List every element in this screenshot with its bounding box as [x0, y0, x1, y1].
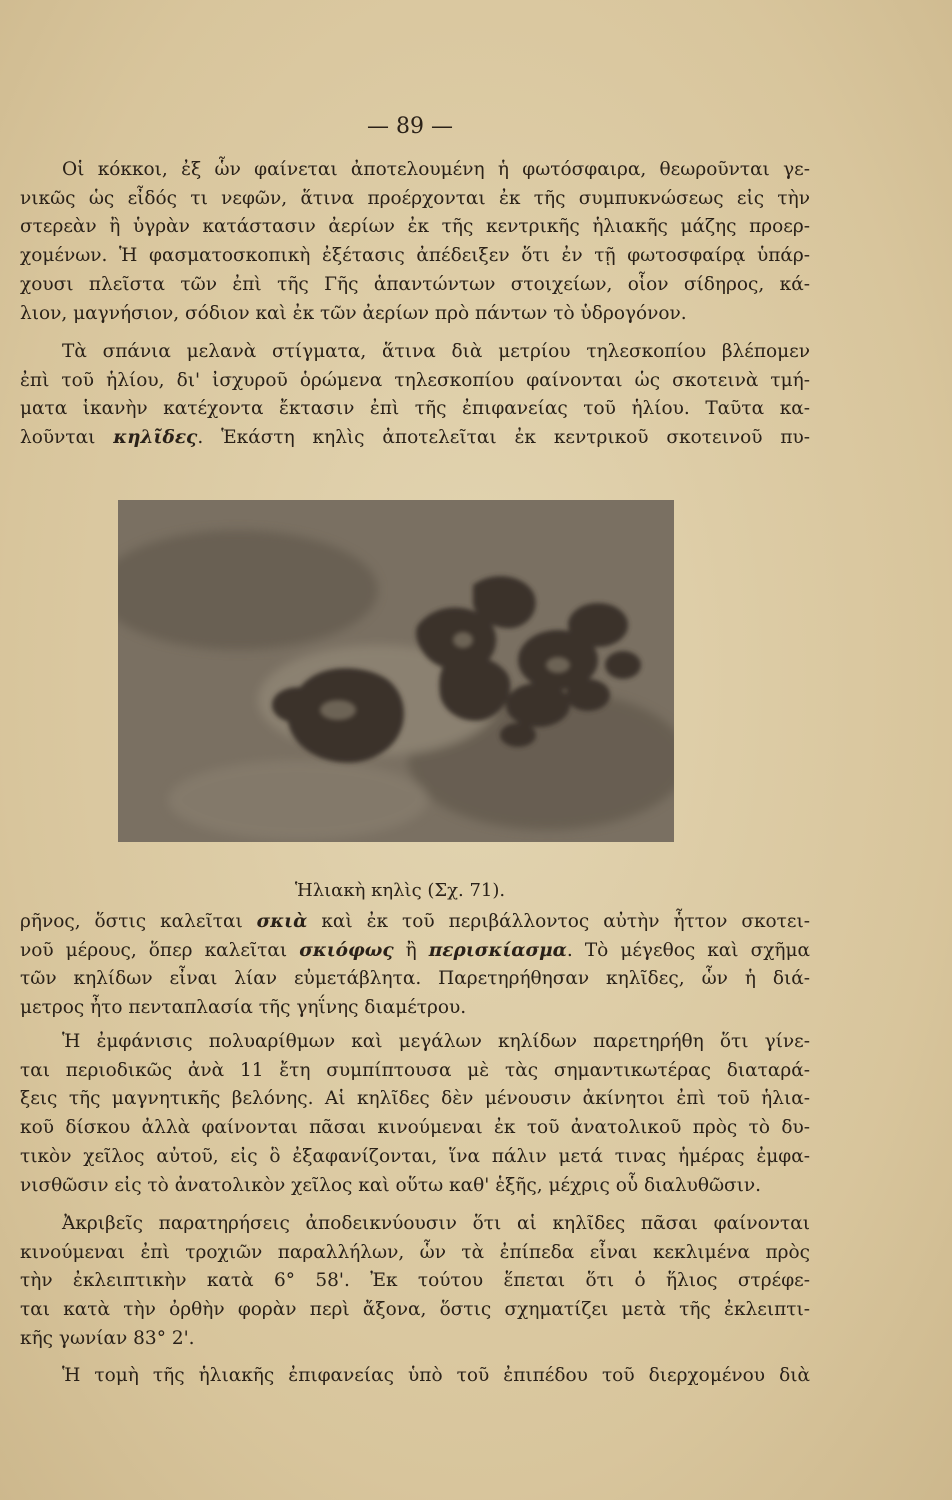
- text-run: νοῦ μέρους, ὅπερ καλεῖται: [20, 939, 300, 961]
- sunspot-image: [118, 500, 674, 842]
- text-run: καὶ ἐκ τοῦ περιβάλλοντος αὐτὴν ἧττον σκοτει-: [307, 911, 810, 932]
- paragraph-2: [20, 338, 810, 453]
- text-line: [20, 908, 810, 937]
- paragraph-6: [20, 1362, 810, 1391]
- text-line: τικὸν χεῖλος αὐτοῦ, εἰς ὃ ἐξαφανίζονται, ἵνα πάλιν μετά τινας ἡμέρας ἐμφα-: [20, 1145, 810, 1167]
- text-line: λιον, μαγνήσιον, σόδιον καὶ ἐκ τῶν ἀερίων πρὸ πάντων τὸ ὑδρογόνον.: [20, 302, 687, 324]
- emphasis-term: σκιόφως: [299, 939, 394, 961]
- text-line: στερεὰν ἢ ὑγρὰν κατάστασιν ἀερίων ἐκ τῆς κεντρικῆς ἡλιακῆς μάζης προερ-: [20, 216, 810, 238]
- paragraph-4: [20, 1028, 810, 1200]
- text-run: ρῆνος, ὅστις καλεῖται: [20, 911, 257, 932]
- text-line: κῆς γωνίαν 83° 2'.: [20, 1327, 195, 1349]
- paragraph-1: [20, 156, 810, 328]
- text-line: [20, 424, 810, 453]
- sunspot-photograph: [118, 500, 674, 842]
- text-run: . Τὸ μέγεθος καὶ σχῆμα: [566, 939, 811, 961]
- text-line: κοῦ δίσκου ἀλλὰ φαίνονται πᾶσαι κινούμεναι ἐκ τοῦ ἀνατολικοῦ πρὸς τὸ δυ-: [20, 1117, 810, 1139]
- emphasis-term: σκιὰ: [256, 911, 308, 932]
- figure-caption: Ἡλιακὴ κηλὶς (Σχ. 71).: [294, 880, 506, 901]
- text-line: ἐπὶ τοῦ ἡλίου, δι' ἰσχυροῦ ὁρώμενα τηλεσκοπίου φαίνονται ὡς σκοτεινὰ τμή-: [20, 369, 810, 391]
- paragraph-3: [20, 908, 810, 1023]
- emphasis-term: περισκίασμα: [428, 939, 567, 961]
- text-line: κινούμεναι ἐπὶ τροχιῶν παραλλήλων, ὧν τὰ ἐπίπεδα εἶναι κεκλιμένα πρὸς: [20, 1241, 810, 1263]
- paragraph-5: [20, 1210, 810, 1354]
- text-line: Ἀκριβεῖς παρατηρήσεις ἀποδεικνύουσιν ὅτι αἱ κηλῖδες πᾶσαι φαίνονται: [62, 1213, 810, 1234]
- text-run: . Ἑκάστη κηλὶς ἀποτελεῖται ἐκ κεντρικοῦ σκοτεινοῦ πυ-: [197, 427, 811, 449]
- text-line: τὴν ἐκλειπτικὴν κατὰ 6° 58'. Ἐκ τούτου ἕπεται ὅτι ὁ ἥλιος στρέφε-: [20, 1270, 810, 1292]
- text-line: χουσι πλεῖστα τῶν ἐπὶ τῆς Γῆς ἁπαντώντων στοιχείων, οἷον σίδηρος, κά-: [20, 273, 810, 295]
- text-run: λοῦνται: [20, 427, 114, 449]
- text-line: νισθῶσιν εἰς τὸ ἀνατολικὸν χεῖλος καὶ οὕτω καθ' ἑξῆς, μέχρις οὗ διαλυθῶσιν.: [20, 1174, 762, 1196]
- text-run: ἢ: [393, 939, 429, 961]
- text-line: μετρος ἦτο πενταπλασία τῆς γηΐνης διαμέτρου.: [20, 997, 467, 1019]
- text-line: τῶν κηλίδων εἶναι λίαν εὐμετάβλητα. Παρετηρήθησαν κηλῖδες, ὧν ἡ διά-: [20, 968, 810, 990]
- text-line: ται κατὰ τὴν ὀρθὴν φορὰν περὶ ἄξονα, ὅστις σχηματίζει μετὰ τῆς ἐκλειπτι-: [20, 1299, 810, 1321]
- text-line: Τὰ σπάνια μελανὰ στίγματα, ἅτινα διὰ μετρίου τηλεσκοπίου βλέπομεν: [62, 341, 810, 362]
- text-line: ματα ἱκανὴν κατέχοντα ἔκτασιν ἐπὶ τῆς ἐπιφανείας τοῦ ἡλίου. Ταῦτα κα-: [20, 398, 810, 420]
- page-number: — 89 —: [367, 114, 453, 139]
- text-line: Ἡ τομὴ τῆς ἡλιακῆς ἐπιφανείας ὑπὸ τοῦ ἐπιπέδου τοῦ διερχομένου διὰ: [62, 1365, 810, 1386]
- text-line: ξεις τῆς μαγνητικῆς βελόνης. Αἱ κηλῖδες δὲν μένουσιν ἀκίνητοι ἐπὶ τοῦ ἡλια-: [20, 1088, 810, 1110]
- emphasis-term: κηλῖδες: [113, 427, 198, 449]
- text-line: νικῶς ὡς εἶδός τι νεφῶν, ἅτινα προέρχονται ἐκ τῆς συμπυκνώσεως εἰς τὴν: [20, 187, 810, 209]
- text-line: [20, 937, 810, 966]
- text-line: ται περιοδικῶς ἀνὰ 11 ἔτη συμπίπτουσα μὲ τὰς σημαντικωτέρας διαταρά-: [20, 1059, 810, 1081]
- text-line: Ἡ ἐμφάνισις πολυαρίθμων καὶ μεγάλων κηλίδων παρετηρήθη ὅτι γίνε-: [62, 1031, 810, 1052]
- text-line: Οἱ κόκκοι, ἐξ ὧν φαίνεται ἀποτελουμένη ἡ φωτόσφαιρα, θεωροῦνται γε-: [62, 159, 810, 180]
- text-line: χομένων. Ἡ φασματοσκοπικὴ ἐξέτασις ἀπέδειξεν ὅτι ἐν τῇ φωτοσφαίρᾳ ὑπάρ-: [20, 245, 810, 267]
